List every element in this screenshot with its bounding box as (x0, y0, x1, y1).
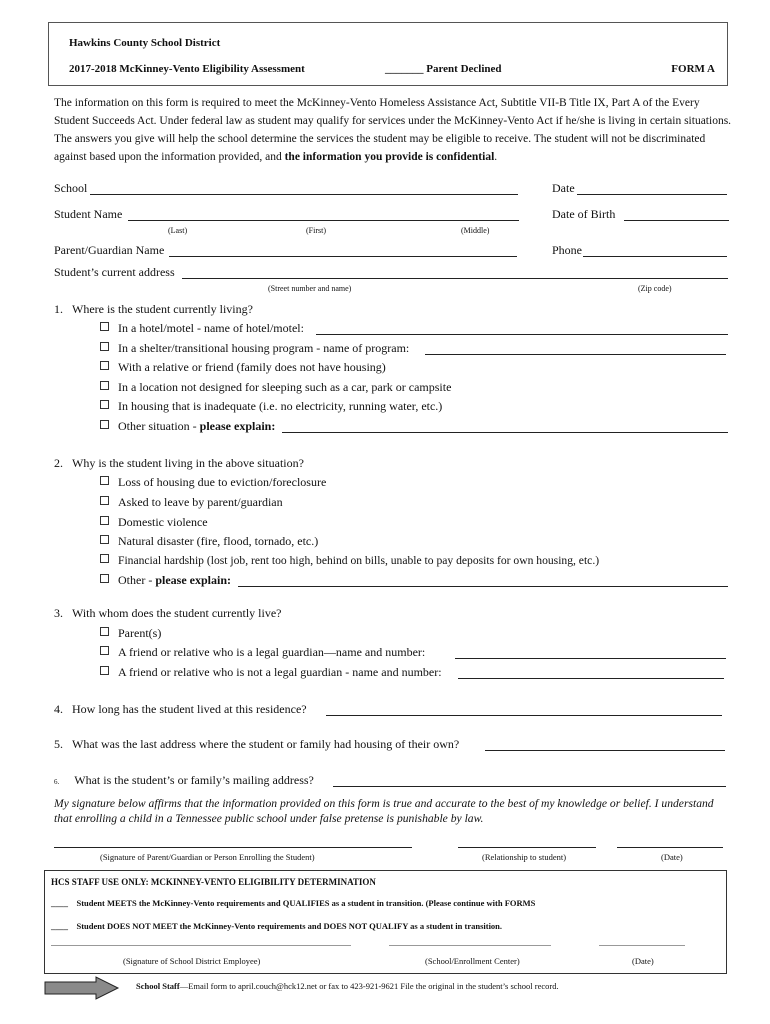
parent-signature-field[interactable] (54, 836, 412, 848)
footer-bold: School Staff (136, 981, 180, 991)
checkbox[interactable] (100, 574, 109, 583)
meets-text: Student MEETS the McKinney-Vento requirements and QUALIFIES as a student in transition. (Please continue with FORMS (76, 898, 536, 908)
q1-option[interactable] (100, 341, 409, 356)
q3-option[interactable] (100, 645, 425, 660)
checkbox[interactable] (100, 516, 109, 525)
q2-option[interactable] (100, 475, 326, 490)
declined-label: Parent Declined (426, 63, 502, 75)
option-label: A friend or relative who is a legal guardian—name and number: (118, 645, 426, 659)
q3-option[interactable] (100, 626, 161, 641)
q1-option[interactable] (100, 321, 304, 336)
address-label: Student’s current address (54, 265, 175, 279)
parent-declined[interactable] (385, 63, 502, 75)
shelter-name-field[interactable] (425, 341, 726, 355)
option-label: Loss of housing due to eviction/foreclosure (118, 475, 327, 489)
student-name-field[interactable] (128, 207, 519, 221)
affirmation-text: My signature below affirms that the information provided on this form is true and accurate to the best of my knowledge or belief. I understand that enrolling a child in a Tennessee public school under false pretense is punishable by law. (54, 797, 714, 825)
district-name: Hawkins County School District (69, 37, 221, 49)
middle-caption: (Middle) (461, 226, 490, 235)
q2-option[interactable] (100, 515, 208, 530)
arrow-right-icon (44, 976, 120, 1000)
q4-number: 4. (54, 702, 63, 716)
relationship-field[interactable] (458, 836, 596, 848)
hotel-name-field[interactable] (316, 321, 728, 335)
checkbox[interactable] (100, 666, 109, 675)
q2-option[interactable] (100, 495, 283, 510)
staff-title: HCS STAFF USE ONLY: MCKINNEY-VENTO ELIGIBILITY DETERMINATION (51, 877, 376, 887)
parent-name-label: Parent/Guardian Name (54, 243, 165, 257)
dob-label: Date of Birth (552, 207, 616, 221)
footer-note (136, 981, 559, 991)
employee-signature-field[interactable] (51, 945, 351, 946)
q1-option[interactable] (100, 419, 275, 434)
question-5 (54, 737, 459, 752)
last-caption: (Last) (168, 226, 188, 235)
checkbox[interactable] (100, 646, 109, 655)
not-meets-blank[interactable]: ____ (51, 921, 68, 931)
phone-field[interactable] (583, 243, 727, 257)
meets-option[interactable] (51, 898, 535, 908)
q1-option[interactable] (100, 399, 442, 414)
option-label: Domestic violence (118, 515, 208, 529)
q2-text: Why is the student living in the above situation? (72, 456, 304, 470)
staff-use-box (44, 870, 727, 974)
option-label: In a location not designed for sleeping such as a car, park or campsite (118, 380, 452, 394)
center-caption: (School/Enrollment Center) (425, 956, 520, 966)
guardian-info-field[interactable] (455, 645, 726, 659)
question-4 (54, 702, 307, 717)
zip-caption: (Zip code) (638, 284, 672, 293)
q1-explain-field[interactable] (282, 419, 728, 433)
q2-option[interactable] (100, 554, 599, 567)
non-guardian-info-field[interactable] (458, 665, 724, 679)
explain-label: please explain: (199, 419, 276, 433)
checkbox[interactable] (100, 554, 109, 563)
parent-name-field[interactable] (169, 243, 517, 257)
question-2 (54, 456, 304, 471)
address-field[interactable] (182, 265, 728, 279)
date-label: Date (552, 181, 575, 195)
checkbox[interactable] (100, 496, 109, 505)
option-label: In a hotel/motel - name of hotel/motel: (118, 321, 304, 335)
q6-text: What is the student’s or family’s mailing address? (74, 773, 314, 787)
school-label: School (54, 181, 88, 195)
signature-date-field[interactable] (617, 836, 723, 848)
q4-answer-field[interactable] (326, 702, 722, 716)
question-1 (54, 302, 253, 317)
option-label: Asked to leave by parent/guardian (118, 495, 283, 509)
checkbox[interactable] (100, 342, 109, 351)
intro-paragraph (54, 94, 734, 166)
q2-option[interactable] (100, 573, 231, 588)
q2-option[interactable] (100, 534, 318, 549)
q5-answer-field[interactable] (485, 737, 725, 751)
intro-confidential: the information you provide is confidential (284, 151, 495, 163)
form-label: FORM A (671, 63, 715, 75)
option-label: In a shelter/transitional housing program - name of program: (118, 341, 410, 355)
option-label: Other - (118, 573, 156, 587)
explain-label: please explain: (155, 573, 231, 587)
q3-number: 3. (54, 606, 63, 620)
signature-date-caption: (Date) (661, 852, 683, 862)
checkbox[interactable] (100, 381, 109, 390)
staff-date-caption: (Date) (632, 956, 654, 966)
not-meets-text: Student DOES NOT MEET the McKinney-Vento requirements and DOES NOT QUALIFY as a student in transition. (76, 921, 503, 931)
school-field[interactable] (90, 181, 518, 195)
first-caption: (First) (306, 226, 326, 235)
declined-blank: _______ (385, 63, 424, 75)
q1-text: Where is the student currently living? (72, 302, 253, 316)
q4-text: How long has the student lived at this residence? (72, 702, 307, 716)
q3-text: With whom does the student currently live? (72, 606, 282, 620)
center-field[interactable] (389, 945, 551, 946)
q1-option[interactable] (100, 360, 386, 375)
relationship-caption: (Relationship to student) (482, 852, 567, 862)
option-label: In housing that is inadequate (i.e. no electricity, running water, etc.) (118, 399, 443, 413)
footer-text: —Email form to april.couch@hck12.net or fax to 423-921-9621 File the original in the student’s school record. (179, 981, 559, 991)
q6-number: 6. (54, 778, 60, 786)
q1-option[interactable] (100, 380, 451, 395)
parent-signature-caption: (Signature of Parent/Guardian or Person Enrolling the Student) (100, 852, 315, 862)
question-6 (54, 773, 314, 788)
option-label: A friend or relative who is not a legal guardian - name and number: (118, 665, 442, 679)
student-name-label: Student Name (54, 207, 123, 221)
checkbox[interactable] (100, 535, 109, 544)
q5-text: What was the last address where the student or family had housing of their own? (72, 737, 460, 751)
option-label: Financial hardship (lost job, rent too high, behind on bills, unable to pay deposits for own housing, etc.) (118, 554, 600, 567)
q2-number: 2. (54, 456, 63, 470)
form-title: 2017-2018 McKinney-Vento Eligibility Assessment (69, 63, 305, 75)
checkbox[interactable] (100, 361, 109, 370)
phone-label: Phone (552, 243, 582, 257)
question-3 (54, 606, 281, 621)
intro-end: . (494, 151, 498, 163)
not-meets-option[interactable] (51, 921, 502, 931)
street-caption: (Street number and name) (268, 284, 352, 293)
employee-signature-caption: (Signature of School District Employee) (123, 956, 261, 966)
option-label: Parent(s) (118, 626, 162, 640)
q1-number: 1. (54, 302, 63, 316)
q3-option[interactable] (100, 665, 442, 680)
checkbox[interactable] (100, 420, 109, 429)
checkbox[interactable] (100, 476, 109, 485)
q2-explain-field[interactable] (238, 573, 728, 587)
option-label: Natural disaster (fire, flood, tornado, etc.) (118, 534, 319, 548)
dob-field[interactable] (624, 207, 729, 221)
option-label: Other situation - (118, 419, 200, 433)
q6-answer-field[interactable] (333, 773, 726, 787)
checkbox[interactable] (100, 627, 109, 636)
intro-text: The information on this form is required to meet the McKinney-Vento Homeless Assistance Act, Subtitle VII-B Title IX, Part A of the Every Student Succeeds Act. Under federal law as student may qualify for services under the McKinney-Vento Act if he/she is living in certain situations. The answers you give will help the school determine the services the student may be eligible to receive. The student will not be discriminated against based upon the information provided, and (54, 97, 732, 163)
q5-number: 5. (54, 737, 63, 751)
checkbox[interactable] (100, 322, 109, 331)
staff-date-field[interactable] (599, 945, 685, 946)
date-field[interactable] (577, 181, 727, 195)
option-label: With a relative or friend (family does not have housing) (118, 360, 386, 374)
meets-blank[interactable]: ____ (51, 898, 68, 908)
checkbox[interactable] (100, 400, 109, 409)
form-header (48, 22, 728, 86)
